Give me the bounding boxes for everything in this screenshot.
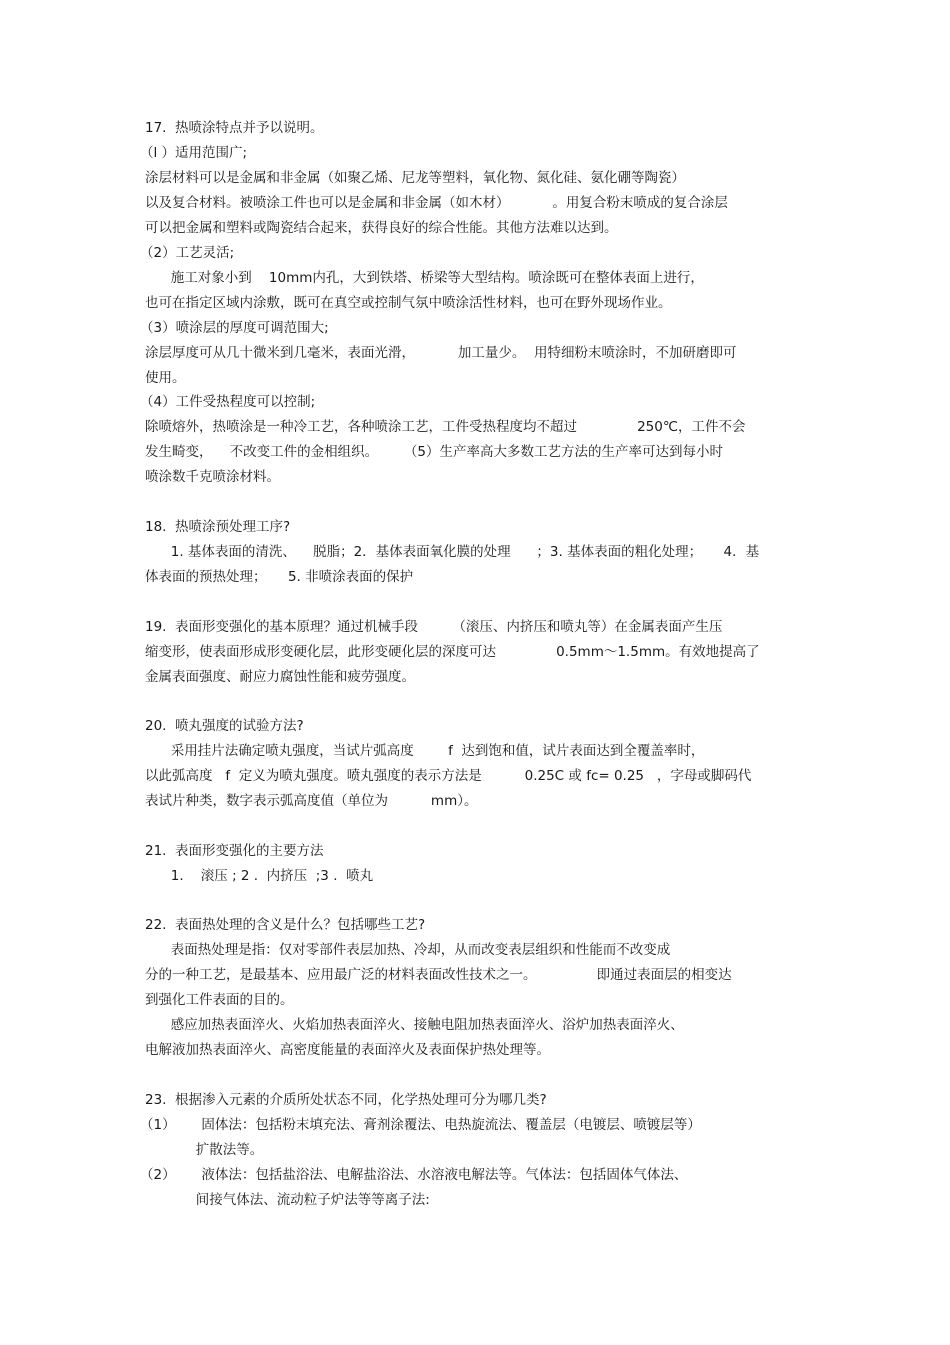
text-line: 到强化工件表面的目的。 bbox=[145, 992, 294, 1008]
text-line: 1. 基体表面的清洗、 脱脂；2．基体表面氧化膜的处理 ；3. 基体表面的粗化处理； 4．基 bbox=[145, 544, 760, 560]
text-line: 21. 表面形变强化的主要方法 bbox=[145, 843, 324, 859]
text-line: 扩散法等。 bbox=[140, 1142, 264, 1158]
text-line: 发生畸变， 不改变工件的金相组织。 （5）生产率高大多数工艺方法的生产率可达到每小时 bbox=[145, 444, 724, 460]
text-line: （4）工件受热程度可以控制; bbox=[140, 394, 316, 410]
text-line: 表试片种类，数字表示弧高度值（单位为 mm）。 bbox=[145, 793, 478, 809]
text-line: 17. 热喷涂特点并予以说明。 bbox=[145, 120, 324, 136]
text-line: （2） 液体法：包括盐浴法、电解盐浴法、水溶液电解法等。气体法：包括固体气体法、 bbox=[140, 1167, 688, 1183]
text-line: 18. 热喷涂预处理工序? bbox=[145, 519, 291, 535]
text-line: 电解液加热表面淬火、高密度能量的表面淬火及表面保护热处理等。 bbox=[145, 1042, 550, 1058]
text-line: （2）工艺灵活; bbox=[140, 245, 235, 261]
text-line: 可以把金属和塑料或陶瓷结合起来，获得良好的综合性能。其他方法难以达到。 bbox=[145, 220, 618, 236]
text-line: （l ）适用范围广; bbox=[140, 145, 248, 161]
text-line: （1） 固体法：包括粉末填充法、膏剂涂覆法、电热旋流法、覆盖层（电镀层、喷镀层等） bbox=[140, 1117, 701, 1133]
text-line: 体表面的预热处理； 5. 非喷涂表面的保护 bbox=[145, 569, 414, 585]
text-line: 23. 根据渗入元素的介质所处状态不同，化学热处理可分为哪几类? bbox=[145, 1092, 547, 1108]
text-line: 缩变形，使表面形成形变硬化层，此形变硬化层的深度可达 0.5mm～1.5mm。有效地提高了 bbox=[145, 644, 760, 660]
text-line: 喷涂数千克喷涂材料。 bbox=[145, 469, 280, 485]
text-line: 20. 喷丸强度的试验方法? bbox=[145, 718, 304, 734]
text-line: 涂层材料可以是金属和非金属（如聚乙烯、尼龙等塑料，氧化物、氮化硅、氨化硼等陶瓷） bbox=[145, 170, 685, 186]
text-line: 涂层厚度可从几十微米到几毫米，表面光滑， 加工量少。 用特细粉末喷涂时，不加研磨即可 bbox=[145, 345, 737, 361]
text-line: 表面热处理是指：仅对零部件表层加热、冷却，从而改变表层组织和性能而不改变成 bbox=[145, 942, 671, 958]
text-line: 间接气体法、流动粒子炉法等等离子法: bbox=[140, 1192, 430, 1208]
text-line: 施工对象小到 10mm内孔，大到铁塔、桥梁等大型结构。喷涂既可在整体表面上进行， bbox=[145, 270, 704, 286]
text-line: 除喷熔外，热喷涂是一种冷工艺，各种喷涂工艺，工件受热程度均不超过 250℃，工件不会 bbox=[145, 419, 746, 435]
text-line: 采用挂片法确定喷丸强度，当试片弧高度 f 达到饱和值，试片表面达到全覆盖率时， bbox=[145, 743, 705, 759]
text-line: 金属表面强度、耐应力腐蚀性能和疲劳强度。 bbox=[145, 669, 415, 685]
text-line: 也可在指定区域内涂敷，既可在真空或控制气氛中喷涂活性材料，也可在野外现场作业。 bbox=[145, 295, 672, 311]
text-line: 感应加热表面淬火、火焰加热表面淬火、接触电阻加热表面淬火、浴炉加热表面淬火、 bbox=[145, 1017, 684, 1033]
text-line: 以此弧高度 f 定义为喷丸强度。喷丸强度的表示方法是 0.25C 或 fc= 0.25 ，字母或脚码代 bbox=[145, 768, 752, 784]
text-line: 以及复合材料。被喷涂工件也可以是金属和非金属（如木材） 。用复合粉末喷成的复合涂层 bbox=[145, 195, 728, 211]
text-line: 使用。 bbox=[145, 370, 186, 386]
text-line: 1. 滚压 ; 2 . 内挤压 ;3 . 喷丸 bbox=[145, 868, 374, 884]
text-line: 19. 表面形变强化的基本原理？通过机械手段 （滚压、内挤压和喷丸等）在金属表面产生压 bbox=[145, 619, 723, 635]
text-line: （3）喷涂层的厚度可调范围大; bbox=[140, 320, 329, 336]
text-line: 22. 表面热处理的含义是什么？包括哪些工艺? bbox=[145, 917, 426, 933]
text-line: 分的一种工艺，是最基本、应用最广泛的材料表面改性技术之一。 即通过表面层的相变达 bbox=[145, 967, 732, 983]
